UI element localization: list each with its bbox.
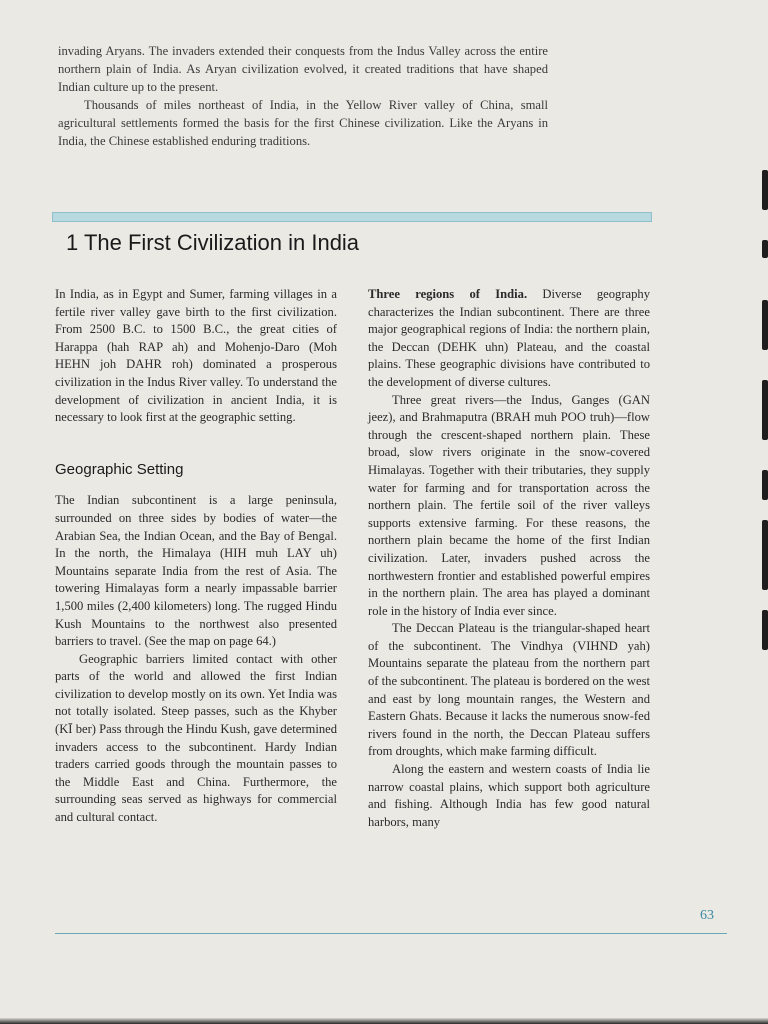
regions-paragraph-1-text: Diverse geography characterizes the Indian subcontinent. There are three major geographical regions of India: the northern plain, the Deccan (DEHK uhn) Plateau, and the coastal plains. These geographic divisions have contributed to the development of diverse cultures. bbox=[368, 287, 651, 389]
chapter-title: 1 The First Civilization in India bbox=[66, 230, 360, 255]
page-number: 63 bbox=[700, 908, 714, 923]
section-heading: Geographic Setting bbox=[55, 460, 184, 478]
footer-rule bbox=[55, 933, 727, 934]
regions-paragraph-2: Three great rivers—the Indus, Ganges (GAN jeez), and Brahmaputra (BRAH muh POO truh)—flow through the crescent-shaped northern plain. These broad, slow rivers originate in the snow-covered Himalayas. Together with their tributaries, they supply water for farming and for transportation across the northern plain. The fertile soil of the river valleys supports extensive farming. For these reasons, the northern plain became the home of the first Indian civilization. Later, invaders pushed across the northwestern frontier and established powerful empires in the northern plain. The area has played a dominant role in the history of India ever since. bbox=[368, 392, 650, 618]
regions-paragraph-1 bbox=[368, 286, 650, 392]
left-column bbox=[55, 286, 337, 827]
geography-paragraph-2: Geographic barriers limited contact with other parts of the world and allowed the first Indian civilization to develop mostly on its own. Yet India was not totally isolated. Steep passes, such as the Khyber (KĪ ber) Pass through the Hindu Kush, gave determined invaders access to the subcontinent. Hardy Indian traders carried goods through the mountain passes to the Middle East and China. Furthermore, the surrounding seas served as highways for commercial and cultural contact. bbox=[55, 651, 337, 825]
regions-paragraph-3: The Deccan Plateau is the triangular-shaped heart of the subcontinent. The Vindhya (VIHND yah) Mountains separate the plateau from the northern part of the subcontinent. The plateau is bordered on the west and east by long mountain ranges, the Western and Eastern Ghats. Because it lacks the numerous snow-fed rivers found in the north, the Deccan Plateau suffers from droughts, which make farming difficult. bbox=[368, 621, 650, 759]
intro-paragraph: In India, as in Egypt and Sumer, farming villages in a fertile river valley gave birth to the first civilization. From 2500 B.C. to 1500 B.C., the great cities of Harappa (hah RAP ah) and Mohenjo-Daro (Moh HEHN joh DAHR roh) dominated a prosperous civilization in the Indus River valley. To understand the development of civilization in ancient India, it is necessary to look first at the geographic setting. bbox=[55, 287, 337, 425]
continuation-text bbox=[58, 42, 548, 150]
right-column bbox=[368, 286, 650, 831]
page-bottom-edge bbox=[0, 1018, 768, 1024]
binding-edge bbox=[758, 170, 768, 660]
run-in-heading: Three regions of India. bbox=[368, 287, 528, 301]
continuation-paragraph-1: invading Aryans. The invaders extended their conquests from the Indus Valley across the entire northern plain of India. As Aryan civilization evolved, it created traditions that have shaped Indian culture up to the present. bbox=[58, 44, 548, 94]
chapter-title-bar bbox=[52, 212, 652, 222]
continuation-paragraph-2: Thousands of miles northeast of India, in the Yellow River valley of China, small agricultural settlements formed the basis for the first Chinese civilization. Like the Aryans in India, the Chinese established enduring traditions. bbox=[58, 98, 548, 148]
regions-paragraph-4: Along the eastern and western coasts of India lie narrow coastal plains, which support both agriculture and fishing. Although India has few good natural harbors, many bbox=[368, 762, 650, 829]
geography-paragraph-1: The Indian subcontinent is a large peninsula, surrounded on three sides by bodies of water—the Arabian Sea, the Indian Ocean, and the Bay of Bengal. In the north, the Himalaya (HIH muh LAY uh) Mountains separate India from the rest of Asia. The towering Himalayas form a nearly impassable barrier 1,500 miles (2,400 kilometers) long. The rugged Hindu Kush Mountains to the northwest also presented barriers to travel. (See the map on page 64.) bbox=[55, 493, 337, 649]
